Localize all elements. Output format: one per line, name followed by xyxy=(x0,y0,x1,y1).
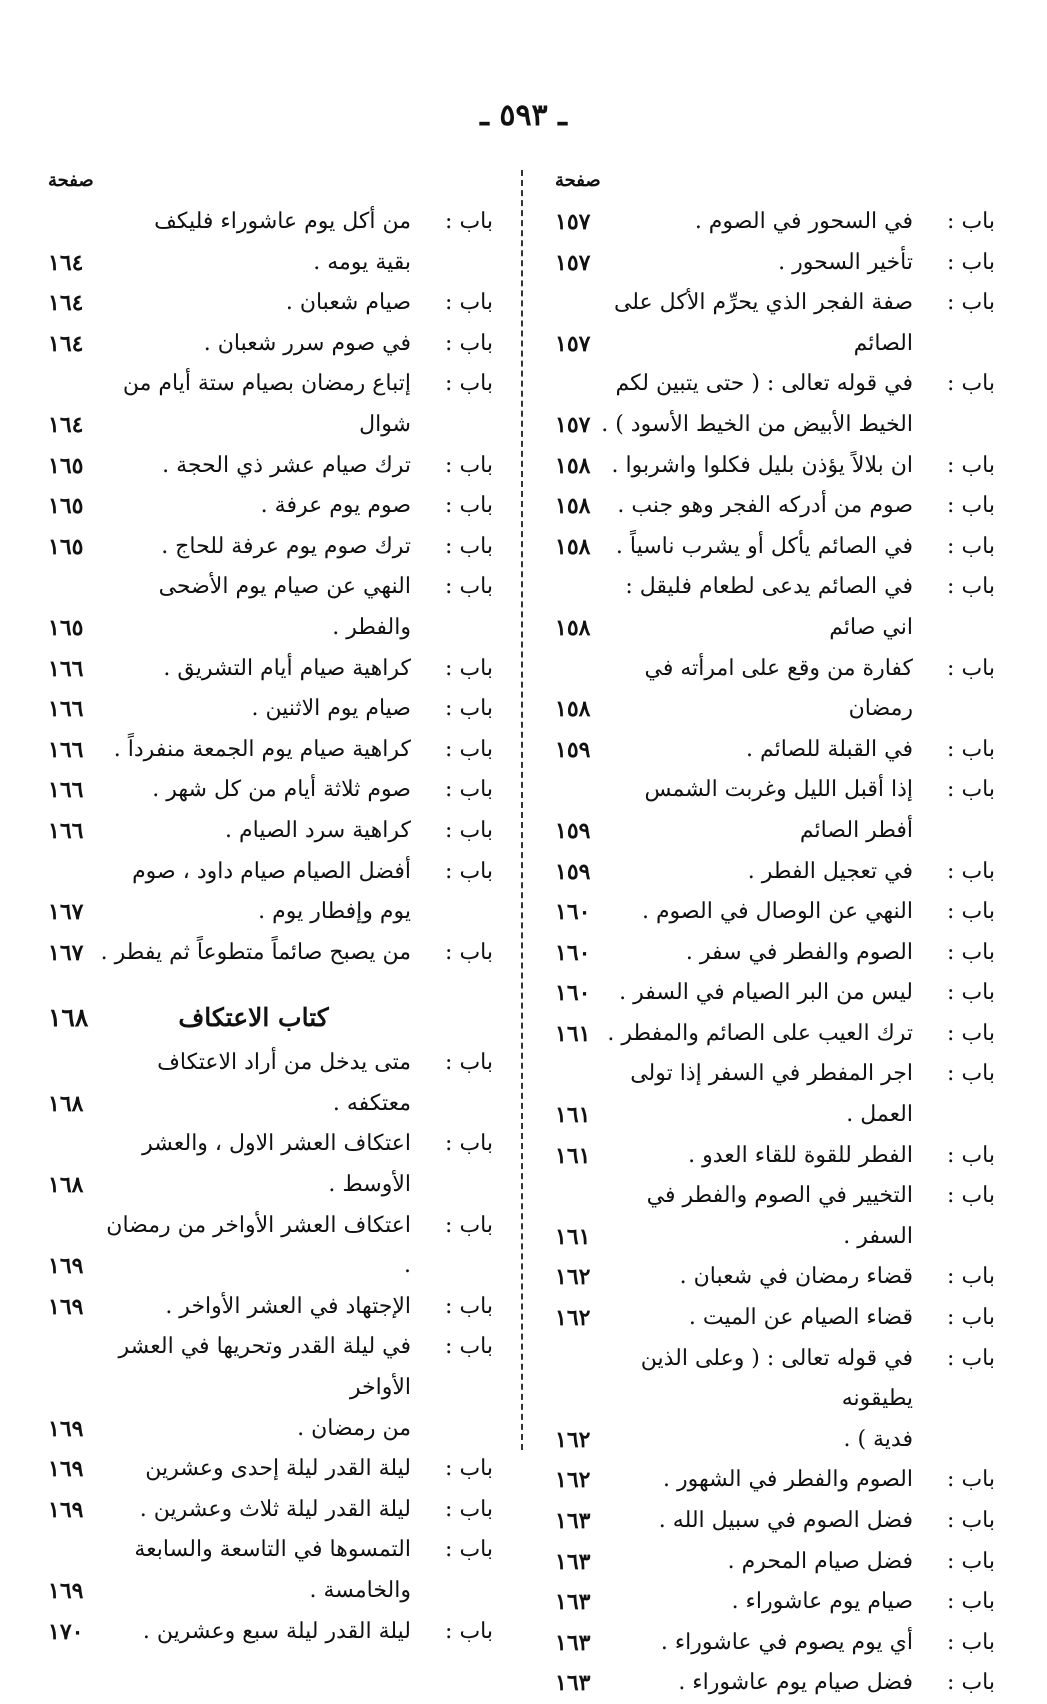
entry-title: ان بلالاً يؤذن بليل فكلوا واشربوا . xyxy=(611,452,913,478)
entry-prefix: باب : xyxy=(445,1334,493,1360)
entry-title: متى يدخل من أراد الاعتكاف xyxy=(157,1050,411,1076)
entry-prefix: باب : xyxy=(947,371,995,397)
entry-title: فدية ) . xyxy=(843,1426,913,1452)
section-heading-title: كتاب الاعتكاف xyxy=(178,1003,329,1033)
entry-title: كفارة من وقع على امرأته في رمضان xyxy=(644,655,913,722)
entry-title: أفضل الصيام صيام داود ، صوم xyxy=(132,858,411,884)
entry-page: ١٦٥ xyxy=(48,493,84,520)
entry-prefix: باب : xyxy=(947,1264,995,1290)
toc-entry-continuation xyxy=(555,405,995,446)
entry-title: يوم وإفطار يوم . xyxy=(258,899,411,925)
entry-title: في الصائم يدعى لطعام فليقل : اني صائم xyxy=(625,574,913,640)
entry-title: إتباع رمضان بصيام ستة أيام من شوال xyxy=(122,371,411,437)
entry-title: ليلة القدر ليلة سبع وعشرين . xyxy=(142,1618,411,1644)
entry-title: من يصبح صائماً متطوعاً ثم يفطر . xyxy=(100,939,411,965)
toc-entry xyxy=(48,1124,493,1165)
entry-page: ١٦١ xyxy=(555,1142,591,1169)
entry-page: ١٥٩ xyxy=(555,858,591,885)
entry-title: التمسوها في التاسعة والسابعة والخامسة . xyxy=(134,1537,411,1603)
entry-title: ليلة القدر ليلة إحدى وعشرين xyxy=(145,1456,411,1482)
toc-entry xyxy=(555,1298,995,1339)
entry-title: في السحور في الصوم . xyxy=(694,209,913,234)
entry-title: من أكل يوم عاشوراء فليكف xyxy=(154,209,411,234)
entry-prefix: باب : xyxy=(445,1212,493,1238)
entry-page: ١٦١ xyxy=(555,1020,591,1047)
entry-page: ١٦٣ xyxy=(555,1629,591,1656)
toc-entry xyxy=(48,527,493,568)
entry-title: كراهية صيام أيام التشريق . xyxy=(163,655,411,681)
toc-entry xyxy=(48,689,493,730)
entry-page: ١٦٨ xyxy=(48,1172,84,1199)
entry-page: ١٦٥ xyxy=(48,452,84,479)
entry-title: اعتكاف العشر الاول ، والعشر xyxy=(142,1131,411,1157)
toc-entry xyxy=(48,1206,493,1287)
entry-title: الصوم والفطر في الشهور . xyxy=(662,1467,913,1493)
entry-page: ١٦٣ xyxy=(555,1508,591,1534)
entry-prefix: باب : xyxy=(445,1496,493,1522)
entry-page: ١٦٤ xyxy=(48,290,84,317)
toc-entry xyxy=(555,527,995,568)
toc-entry xyxy=(555,770,995,851)
toc-entry xyxy=(48,933,493,974)
entry-prefix: باب : xyxy=(445,1050,493,1076)
entry-title: الأوسط . xyxy=(328,1172,411,1198)
toc-entry xyxy=(555,1136,995,1177)
entry-title: الخيط الأبيض من الخيط الأسود ) . xyxy=(601,411,913,437)
entry-page: ١٦٣ xyxy=(555,1589,591,1616)
toc-entry xyxy=(555,1176,995,1257)
entry-title: الإجتهاد في العشر الأواخر . xyxy=(165,1293,411,1319)
entry-page: ١٦٢ xyxy=(555,1426,591,1453)
section-heading xyxy=(48,973,493,1043)
toc-entry-continuation xyxy=(48,243,493,284)
entry-title: اعتكاف العشر الأواخر من رمضان . xyxy=(106,1212,411,1279)
entry-page: ١٦٣ xyxy=(555,1670,591,1697)
entry-prefix: باب : xyxy=(947,1305,995,1331)
entry-prefix: باب : xyxy=(947,1670,995,1696)
entry-page: ١٦٦ xyxy=(48,777,84,804)
entry-title: قضاء الصيام عن الميت . xyxy=(688,1305,913,1331)
entry-page: ١٦٤ xyxy=(48,249,84,276)
entry-page: ١٥٨ xyxy=(555,696,591,723)
entry-page: ١٦٤ xyxy=(48,330,84,357)
entry-prefix: باب : xyxy=(445,574,493,600)
entry-prefix: باب : xyxy=(445,371,493,397)
entry-prefix: باب : xyxy=(445,330,493,356)
entry-prefix: باب : xyxy=(445,493,493,519)
entry-title: في ليلة القدر وتحريها في العشر الأواخر xyxy=(118,1334,411,1401)
entry-page: ١٥٩ xyxy=(555,817,591,844)
entry-title: في قوله تعالى : ( حتى يتبين لكم xyxy=(615,371,913,397)
entry-page: ١٦٢ xyxy=(555,1467,591,1494)
right-column xyxy=(555,160,995,1704)
entry-page: ١٧٠ xyxy=(48,1618,84,1645)
entry-page: ١٦٦ xyxy=(48,817,84,844)
entry-prefix: باب : xyxy=(947,1183,995,1209)
entry-page: ١٥٧ xyxy=(555,411,591,438)
entry-page: ١٦٩ xyxy=(48,1496,84,1523)
entry-title: الفطر للقوة للقاء العدو . xyxy=(688,1142,913,1168)
toc-entry xyxy=(555,1054,995,1135)
entry-prefix: باب : xyxy=(947,1508,995,1533)
toc-entry xyxy=(48,770,493,811)
entry-title: صيام شعبان . xyxy=(285,290,411,316)
entry-title: صوم ثلاثة أيام من كل شهر . xyxy=(152,777,411,803)
entry-title: صيام يوم عاشوراء . xyxy=(731,1589,913,1615)
entry-prefix: باب : xyxy=(947,1589,995,1615)
entry-title: في قوله تعالى : ( وعلى الذين يطيقونه xyxy=(640,1345,913,1412)
toc-entry xyxy=(555,973,995,1014)
entry-page: ١٦٩ xyxy=(48,1253,84,1280)
entry-page: ١٦٧ xyxy=(48,899,84,926)
entry-title: قضاء رمضان في شعبان . xyxy=(679,1264,913,1290)
entry-prefix: باب : xyxy=(947,1548,995,1574)
toc-entry xyxy=(555,1501,995,1542)
entry-prefix: باب : xyxy=(445,817,493,843)
entry-title: ترك صيام عشر ذي الحجة . xyxy=(162,452,411,478)
entry-prefix: باب : xyxy=(445,1131,493,1157)
entry-prefix: باب : xyxy=(947,980,995,1006)
entry-prefix: باب : xyxy=(947,290,995,316)
toc-entry xyxy=(48,811,493,852)
entry-page: ١٦٣ xyxy=(555,1548,591,1575)
toc-entry xyxy=(48,446,493,487)
toc-entry xyxy=(48,283,493,324)
toc-entry xyxy=(48,486,493,527)
entry-prefix: باب : xyxy=(947,736,995,762)
entry-prefix: باب : xyxy=(947,209,995,234)
toc-entry xyxy=(48,1490,493,1531)
entry-page: ١٦٦ xyxy=(48,696,84,723)
entry-prefix: باب : xyxy=(947,249,995,275)
toc-entry xyxy=(555,730,995,771)
entry-prefix: باب : xyxy=(445,1293,493,1319)
entry-title: ليلة القدر ليلة ثلاث وعشرين . xyxy=(139,1496,411,1522)
entry-page: ١٦٨ xyxy=(48,1090,84,1117)
entry-title: ترك صوم يوم عرفة للحاج . xyxy=(161,533,411,559)
entry-prefix: باب : xyxy=(445,939,493,965)
entry-page: ١٥٧ xyxy=(555,209,591,235)
toc-entry xyxy=(555,283,995,364)
toc-entry xyxy=(555,567,995,648)
toc-entry-continuation xyxy=(48,1165,493,1206)
entry-page: ١٦٩ xyxy=(48,1578,84,1604)
toc-entry xyxy=(555,243,995,284)
toc-entry-continuation xyxy=(48,1409,493,1450)
toc-entry xyxy=(555,1623,995,1664)
toc-entry xyxy=(48,649,493,690)
entry-page: ١٦٤ xyxy=(48,411,84,438)
entry-title: صيام يوم الاثنين . xyxy=(251,696,411,722)
entry-title: في القبلة للصائم . xyxy=(745,736,913,762)
entry-title: صفة الفجر الذي يحرِّم الأكل على الصائم xyxy=(613,290,913,356)
toc-entry xyxy=(555,852,995,893)
toc-entry xyxy=(48,324,493,365)
entry-page: ١٥٨ xyxy=(555,452,591,479)
entry-prefix: باب : xyxy=(947,1467,995,1493)
entry-prefix: باب : xyxy=(947,1061,995,1087)
entry-page: ١٦٩ xyxy=(48,1456,84,1483)
toc-entry xyxy=(555,1257,995,1298)
entry-prefix: باب : xyxy=(947,777,995,803)
entry-page: ١٥٨ xyxy=(555,614,591,641)
toc-entry xyxy=(48,567,493,648)
toc-entry xyxy=(555,202,995,243)
entry-title: كراهية سرد الصيام . xyxy=(225,817,411,843)
entry-title: النهي عن الوصال في الصوم . xyxy=(641,899,913,925)
toc-entry xyxy=(48,1327,493,1408)
toc-entry xyxy=(555,486,995,527)
entry-title: فضل صيام المحرم . xyxy=(727,1548,913,1574)
entry-title: النهي عن صيام يوم الأضحى والفطر . xyxy=(158,574,411,640)
entry-prefix: باب : xyxy=(445,452,493,478)
entry-prefix: باب : xyxy=(947,1142,995,1168)
toc-entry xyxy=(48,1612,493,1653)
entry-page: ١٦٠ xyxy=(555,899,591,926)
entry-page: ١٦٠ xyxy=(555,980,591,1007)
page-column-header: صفحة xyxy=(555,170,601,191)
left-column xyxy=(48,160,493,1652)
left-entries-after xyxy=(48,1043,493,1652)
entry-title: بقية يومه . xyxy=(313,249,411,275)
entry-page: ١٥٨ xyxy=(555,493,591,520)
toc-entry-continuation xyxy=(555,1420,995,1461)
entry-page: ١٦٦ xyxy=(48,736,84,763)
toc-entry xyxy=(48,1043,493,1084)
entry-prefix: باب : xyxy=(947,899,995,925)
entry-title: في صوم سرر شعبان . xyxy=(203,330,411,356)
toc-entry xyxy=(555,446,995,487)
entry-page: ١٥٨ xyxy=(555,533,591,560)
right-entries xyxy=(555,202,995,1704)
entry-page: ١٦٩ xyxy=(48,1415,84,1442)
toc-entry xyxy=(555,649,995,730)
entry-title: من رمضان . xyxy=(297,1415,411,1441)
entry-page: ١٦٩ xyxy=(48,1293,84,1320)
entry-prefix: باب : xyxy=(445,209,493,234)
entry-prefix: باب : xyxy=(947,939,995,965)
entry-prefix: باب : xyxy=(947,533,995,559)
entry-page: ١٦٢ xyxy=(555,1305,591,1332)
entry-prefix: باب : xyxy=(445,290,493,316)
entry-title: صوم يوم عرفة . xyxy=(260,493,411,519)
toc-entry-continuation xyxy=(48,1084,493,1125)
toc-entry xyxy=(48,730,493,771)
column-divider xyxy=(521,170,523,1450)
page-column-header: صفحة xyxy=(48,170,94,191)
toc-entry xyxy=(48,364,493,445)
toc-entry xyxy=(555,1582,995,1623)
toc-entry xyxy=(555,1542,995,1583)
toc-entry xyxy=(555,1339,995,1420)
section-heading-page: ١٦٨ xyxy=(48,1003,89,1033)
entry-page: ١٦١ xyxy=(555,1102,591,1129)
toc-entry xyxy=(555,364,995,405)
entry-title: أي يوم يصوم في عاشوراء . xyxy=(660,1629,913,1655)
entry-prefix: باب : xyxy=(947,1345,995,1371)
entry-page: ١٥٩ xyxy=(555,736,591,763)
entry-title: الصوم والفطر في سفر . xyxy=(685,939,913,965)
entry-title: فضل صيام يوم عاشوراء . xyxy=(678,1670,913,1696)
entry-prefix: باب : xyxy=(947,574,995,600)
entry-page: ١٦٠ xyxy=(555,939,591,966)
entry-prefix: باب : xyxy=(445,655,493,681)
entry-page: ١٦٢ xyxy=(555,1264,591,1291)
entry-prefix: باب : xyxy=(445,858,493,884)
entry-prefix: باب : xyxy=(445,777,493,803)
entry-prefix: باب : xyxy=(947,858,995,884)
entry-page: ١٦٥ xyxy=(48,614,84,641)
toc-entry xyxy=(555,892,995,933)
entry-prefix: باب : xyxy=(445,533,493,559)
toc-entry xyxy=(48,202,493,243)
toc-entry xyxy=(555,1663,995,1704)
entry-prefix: باب : xyxy=(445,1537,493,1563)
toc-entry xyxy=(48,852,493,893)
entry-prefix: باب : xyxy=(445,736,493,762)
entry-page: ١٦٧ xyxy=(48,939,84,966)
toc-entry xyxy=(555,1460,995,1501)
entry-title: ترك العيب على الصائم والمفطر . xyxy=(607,1020,913,1046)
toc-entry-continuation xyxy=(48,892,493,933)
entry-prefix: باب : xyxy=(947,452,995,478)
toc-entry xyxy=(48,1530,493,1611)
entry-prefix: باب : xyxy=(445,696,493,722)
entry-title: في تعجيل الفطر . xyxy=(747,858,913,884)
entry-page: ١٦٥ xyxy=(48,533,84,560)
entry-prefix: باب : xyxy=(445,1618,493,1644)
entry-title: إذا أقبل الليل وغربت الشمس أفطر الصائم xyxy=(644,777,913,843)
left-entries xyxy=(48,202,493,973)
entry-title: كراهية صيام يوم الجمعة منفرداً . xyxy=(113,736,411,762)
toc-entry xyxy=(555,1014,995,1055)
entry-page: ١٦٦ xyxy=(48,655,84,682)
entry-title: التخيير في الصوم والفطر في السفر . xyxy=(646,1183,913,1249)
entry-title: صوم من أدركه الفجر وهو جنب . xyxy=(617,493,913,519)
entry-prefix: باب : xyxy=(947,1629,995,1655)
entry-title: ليس من البر الصيام في السفر . xyxy=(619,980,913,1006)
entry-page: ١٥٧ xyxy=(555,330,591,357)
entry-prefix: باب : xyxy=(947,655,995,681)
entry-title: تأخير السحور . xyxy=(778,249,913,275)
page-number: ـ ٥٩٣ ـ xyxy=(480,98,567,133)
toc-entry xyxy=(48,1449,493,1490)
toc-entry xyxy=(48,1287,493,1328)
entry-prefix: باب : xyxy=(947,493,995,519)
entry-title: اجر المفطر في السفر إذا تولى العمل . xyxy=(630,1061,913,1128)
entry-prefix: باب : xyxy=(445,1456,493,1482)
entry-page: ١٦١ xyxy=(555,1223,591,1250)
entry-title: في الصائم يأكل أو يشرب ناسياً . xyxy=(615,533,913,559)
entry-title: معتكفه . xyxy=(332,1090,411,1116)
entry-prefix: باب : xyxy=(947,1020,995,1046)
toc-entry xyxy=(555,933,995,974)
entry-page: ١٥٧ xyxy=(555,249,591,276)
entry-title: فضل الصوم في سبيل الله . xyxy=(658,1508,913,1533)
